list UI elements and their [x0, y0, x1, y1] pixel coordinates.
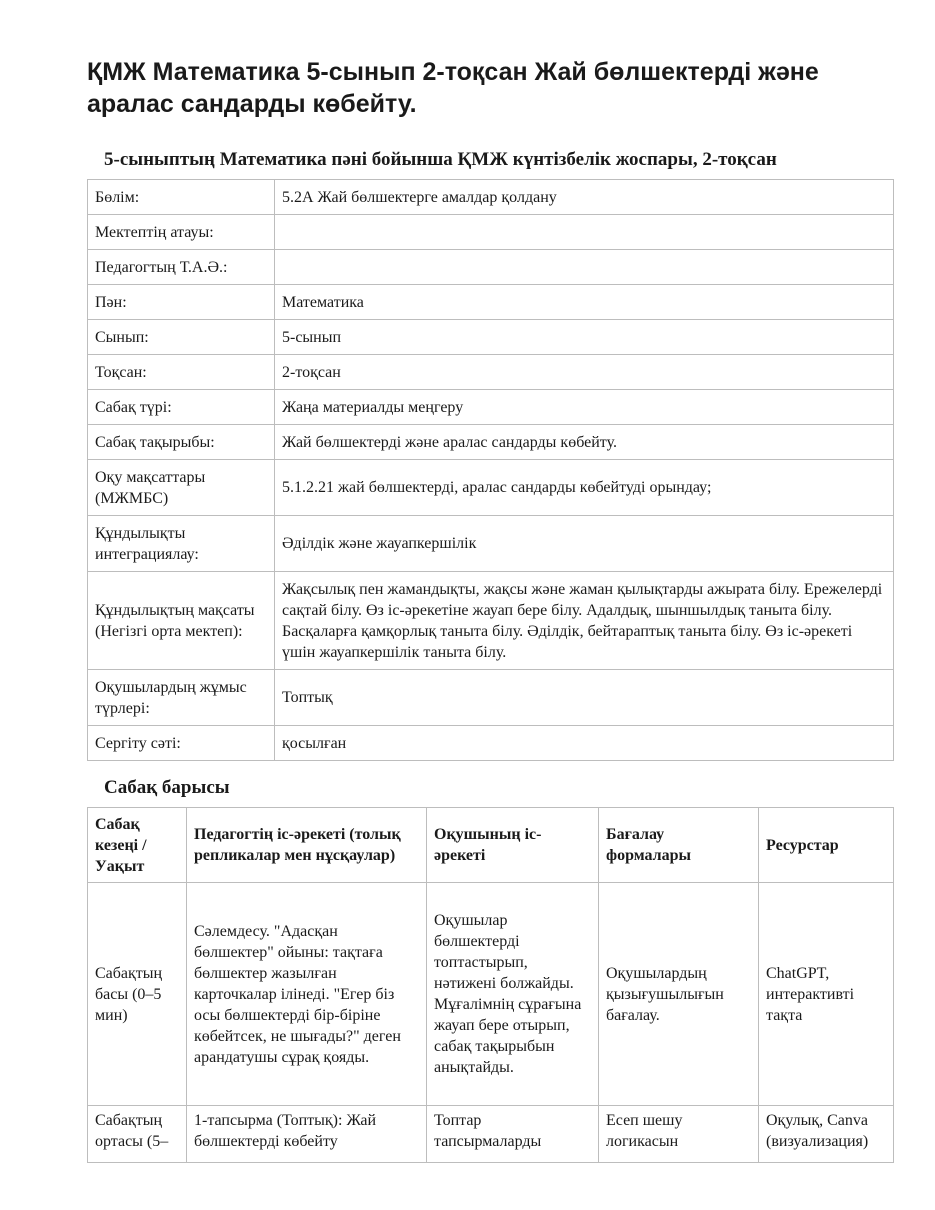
- lesson-heading: Сабақ барысы: [104, 777, 230, 798]
- info-value: Әділдік және жауапкершілік: [275, 516, 894, 572]
- info-row: [88, 355, 894, 390]
- info-row: [88, 460, 894, 516]
- info-row: [88, 425, 894, 460]
- info-label: Құндылықтың мақсаты (Негізгі орта мектеп):: [88, 572, 275, 670]
- info-row: [88, 726, 894, 761]
- info-row: [88, 320, 894, 355]
- info-label: Сабақ тақырыбы:: [88, 425, 275, 460]
- cell-stage: Сабақтың басы (0–5 мин): [88, 883, 187, 1106]
- column-header-assessment: Бағалау формалары: [599, 808, 759, 883]
- cell-resources: ChatGPT, интерактивті тақта: [759, 883, 894, 1106]
- cell-resources: Оқулық, Canva (визуализация): [759, 1106, 894, 1163]
- info-value: 2-тоқсан: [275, 355, 894, 390]
- info-value: Математика: [275, 285, 894, 320]
- info-row: [88, 180, 894, 215]
- cell-student: Топтар тапсырмаларды: [427, 1106, 599, 1163]
- info-label: Оқушылардың жұмыс түрлері:: [88, 670, 275, 726]
- cell-teacher: Сәлемдесу. "Адасқан бөлшектер" ойыны: тақтаға бөлшектер жазылған карточкалар ілінеді. "Егер біз осы бөлшектерді бір-біріне көбейтсек, не шығады?" деген арандатушы сұрақ қояды.: [187, 883, 427, 1106]
- cell-teacher: 1-тапсырма (Топтық): Жай бөлшектерді көбейту: [187, 1106, 427, 1163]
- info-label: Пән:: [88, 285, 275, 320]
- cell-stage: Сабақтың ортасы (5–: [88, 1106, 187, 1163]
- cell-student: Оқушылар бөлшектерді топтастырып, нәтижені болжайды. Мұғалімнің сұрағына жауап бере отырып, сабақ тақырыбын анықтайды.: [427, 883, 599, 1106]
- info-label: Оқу мақсаттары (МЖМБС): [88, 460, 275, 516]
- info-row: [88, 215, 894, 250]
- info-value: 5.1.2.21 жай бөлшектерді, аралас сандарды көбейтуді орындау;: [275, 460, 894, 516]
- info-label: Педагогтың Т.А.Ә.:: [88, 250, 275, 285]
- column-header-student: Оқушының іс-әрекеті: [427, 808, 599, 883]
- column-header-resources: Ресурстар: [759, 808, 894, 883]
- info-value: 5-сынып: [275, 320, 894, 355]
- column-header-teacher: Педагогтің іс-әрекеті (толық репликалар мен нұсқаулар): [187, 808, 427, 883]
- plan-heading: 5-сыныптың Математика пәні бойынша ҚМЖ күнтізбелік жоспары, 2-тоқсан: [104, 149, 777, 170]
- lesson-row: [88, 883, 894, 1106]
- info-label: Бөлім:: [88, 180, 275, 215]
- info-row: [88, 250, 894, 285]
- info-value: Жақсылық пен жамандықты, жақсы және жаман қылықтарды ажырата білу. Ережелерді сақтай білу. Өз іс-әрекетіне жауап бере білу. Адалдық, шыншылдық таныта білу. Басқаларға қамқорлық таныта білу. Әділдік, бейтараптық таныта білу. Өз іс-әрекеті үшін жауапкершілік таныта білу.: [275, 572, 894, 670]
- lesson-row: [88, 1106, 894, 1163]
- info-value: 5.2А Жай бөлшектерге амалдар қолдану: [275, 180, 894, 215]
- info-label: Тоқсан:: [88, 355, 275, 390]
- lesson-table: [87, 807, 894, 1163]
- info-label: Сабақ түрі:: [88, 390, 275, 425]
- info-value: Жай бөлшектерді және аралас сандарды көбейту.: [275, 425, 894, 460]
- info-row: [88, 572, 894, 670]
- info-value: қосылған: [275, 726, 894, 761]
- info-label: Сынып:: [88, 320, 275, 355]
- column-header-stage: Сабақ кезеңі / Уақыт: [88, 808, 187, 883]
- info-value: Жаңа материалды меңгеру: [275, 390, 894, 425]
- info-value: Топтық: [275, 670, 894, 726]
- document-title: ҚМЖ Математика 5-сынып 2-тоқсан Жай бөлшектерді және аралас сандарды көбейту.: [87, 58, 819, 118]
- plan-info-table: [87, 179, 894, 761]
- info-value: [275, 215, 894, 250]
- info-row: [88, 285, 894, 320]
- cell-assessment: Оқушылардың қызығушылығын бағалау.: [599, 883, 759, 1106]
- info-row: [88, 516, 894, 572]
- info-value: [275, 250, 894, 285]
- info-row: [88, 670, 894, 726]
- info-label: Құндылықты интеграциялау:: [88, 516, 275, 572]
- cell-assessment: Есеп шешу логикасын: [599, 1106, 759, 1163]
- lesson-header-row: [88, 808, 894, 883]
- info-label: Сергіту сәті:: [88, 726, 275, 761]
- info-label: Мектептің атауы:: [88, 215, 275, 250]
- page-bottom-margin: [0, 1165, 935, 1210]
- info-row: [88, 390, 894, 425]
